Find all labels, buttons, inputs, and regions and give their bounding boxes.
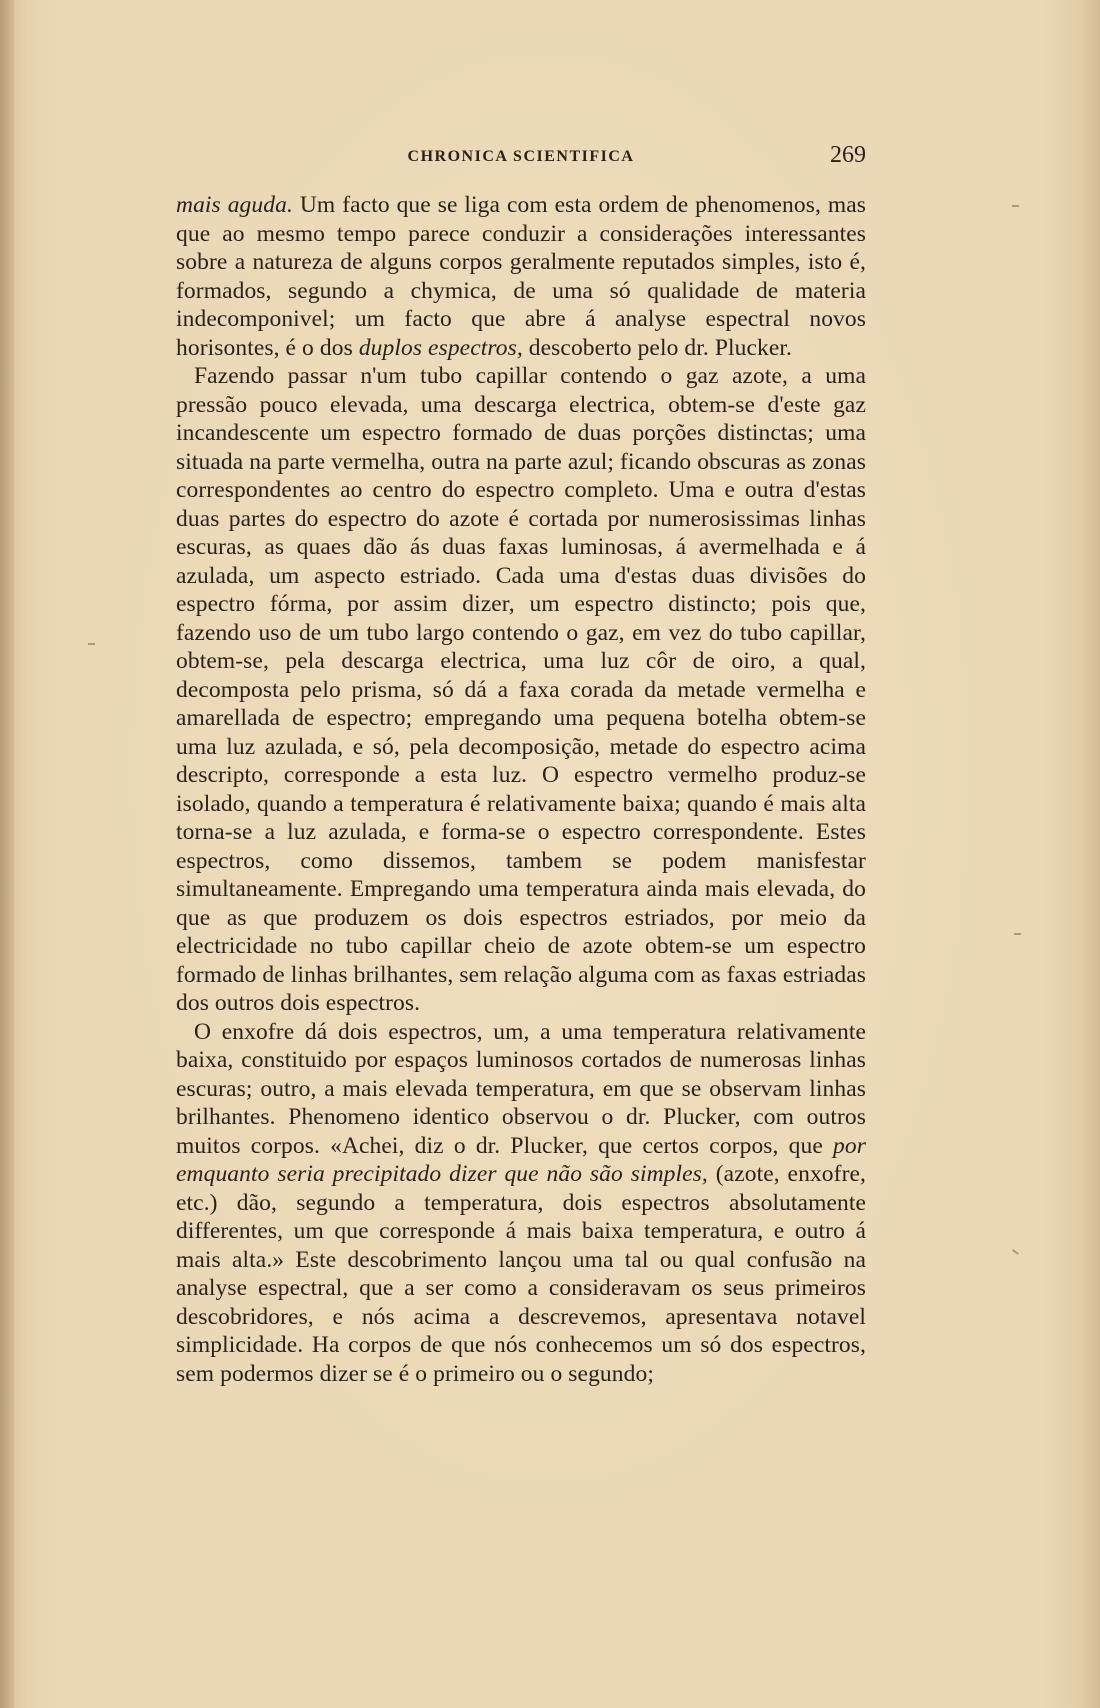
- running-head-title: CHRONICA SCIENTIFICA: [407, 148, 635, 165]
- paragraph-3: [176, 1018, 866, 1389]
- page-binding-shadow: [0, 0, 14, 1708]
- running-head: [176, 142, 866, 174]
- text-run: Um facto que se liga com esta ordem de phenomenos, mas que ao mesmo tempo parece conduzir a considerações interessantes sobre a natureza de alguns corpos geralmente reputados simples, isto é, formados, segundo a chymica, de uma só qualidade de materia indecomponivel; um facto que abre á analyse espectral novos horisontes, é o dos: [176, 192, 867, 361]
- text-run: Fazendo passar n'um tubo capillar contendo o gaz azote, a uma pressão pouco elevada, uma descarga electrica, obtem-se d'este gaz incandescente um espectro formado de duas porções distinctas; uma situada na parte vermelha, outra na parte azul; ficando obscuras as zonas correspondentes ao centro do espectro completo. Uma e outra d'estas duas partes do espectro do azote é cortada por numerosissimas linhas escuras, as quaes dão ás duas faxas luminosas, á avermelhada e á azulada, um aspecto estriado. Cada uma d'estas duas divisões do espectro fórma, por assim dizer, um espectro distincto; pois que, fazendo uso de um tubo largo contendo o gaz, em vez do tubo capillar, obtem-se, pela descarga electrica, uma luz côr de oiro, a qual, decomposta pelo prisma, só dá a faxa corada da metade vermelha e amarellada de espectro; empregando uma pequena botelha obtem-se uma luz azulada, e só, pela decomposição, metade do espectro acima descripto, corresponde a esta luz. O espectro vermelho produz-se isolado, quando a temperatura é relativamente baixa; quando é mais alta torna-se a luz azulada, e forma-se o espectro correspondente. Estes espectros, como dissemos, tambem se podem manisfestar simultaneamente. Empregando uma temperatura ainda mais elevada, do que as que produzem os dois espectros estriados, por meio da electricidade no tubo capillar cheio de azote obtem-se um espectro formado de linhas brilhantes, sem relação alguma com as faxas estriadas dos outros dois espectros.: [176, 363, 866, 1016]
- text-run: (azote, enxofre, etc.) dão, segundo a temperatura, dois espectros absolutamente differentes, um que corresponde á mais baixa temperatura, e outro á mais alta.» Este descobrimento lançou uma tal ou qual confusão na analyse espectral, que a ser como a consideravam os seus primeiros descobridores, e nós acima a descrevemos, apresentava notavel simplicidade. Ha corpos de que nós conhecemos um só dos espectros, sem podermos dizer se é o primeiro ou o segundo;: [176, 1161, 866, 1387]
- text-run: O enxofre dá dois espectros, um, a uma temperatura relativamente baixa, constituido por espaços luminosos cortados de numerosas linhas escuras; outro, a mais elevada temperatura, em que se observam linhas brilhantes. Phenomeno identico observou o dr. Plucker, com outros muitos corpos. «Achei, diz o dr. Plucker, que certos corpos, que: [176, 1018, 866, 1159]
- margin-speck: [1012, 205, 1019, 207]
- margin-speck: [1014, 933, 1021, 935]
- paragraph-1: [176, 191, 866, 362]
- paragraph-2: [176, 362, 866, 1018]
- italic-run: por emquanto seria precipitado dizer que não são simples,: [176, 1132, 866, 1187]
- text-run: descoberto pelo dr. Plucker.: [522, 334, 792, 361]
- page-number: 269: [830, 142, 866, 168]
- italic-run: duplos espectros,: [358, 334, 523, 361]
- margin-speck: [1012, 1249, 1019, 1255]
- body-text: [176, 191, 866, 1388]
- italic-run: mais aguda.: [176, 192, 293, 218]
- margin-speck: [88, 643, 95, 645]
